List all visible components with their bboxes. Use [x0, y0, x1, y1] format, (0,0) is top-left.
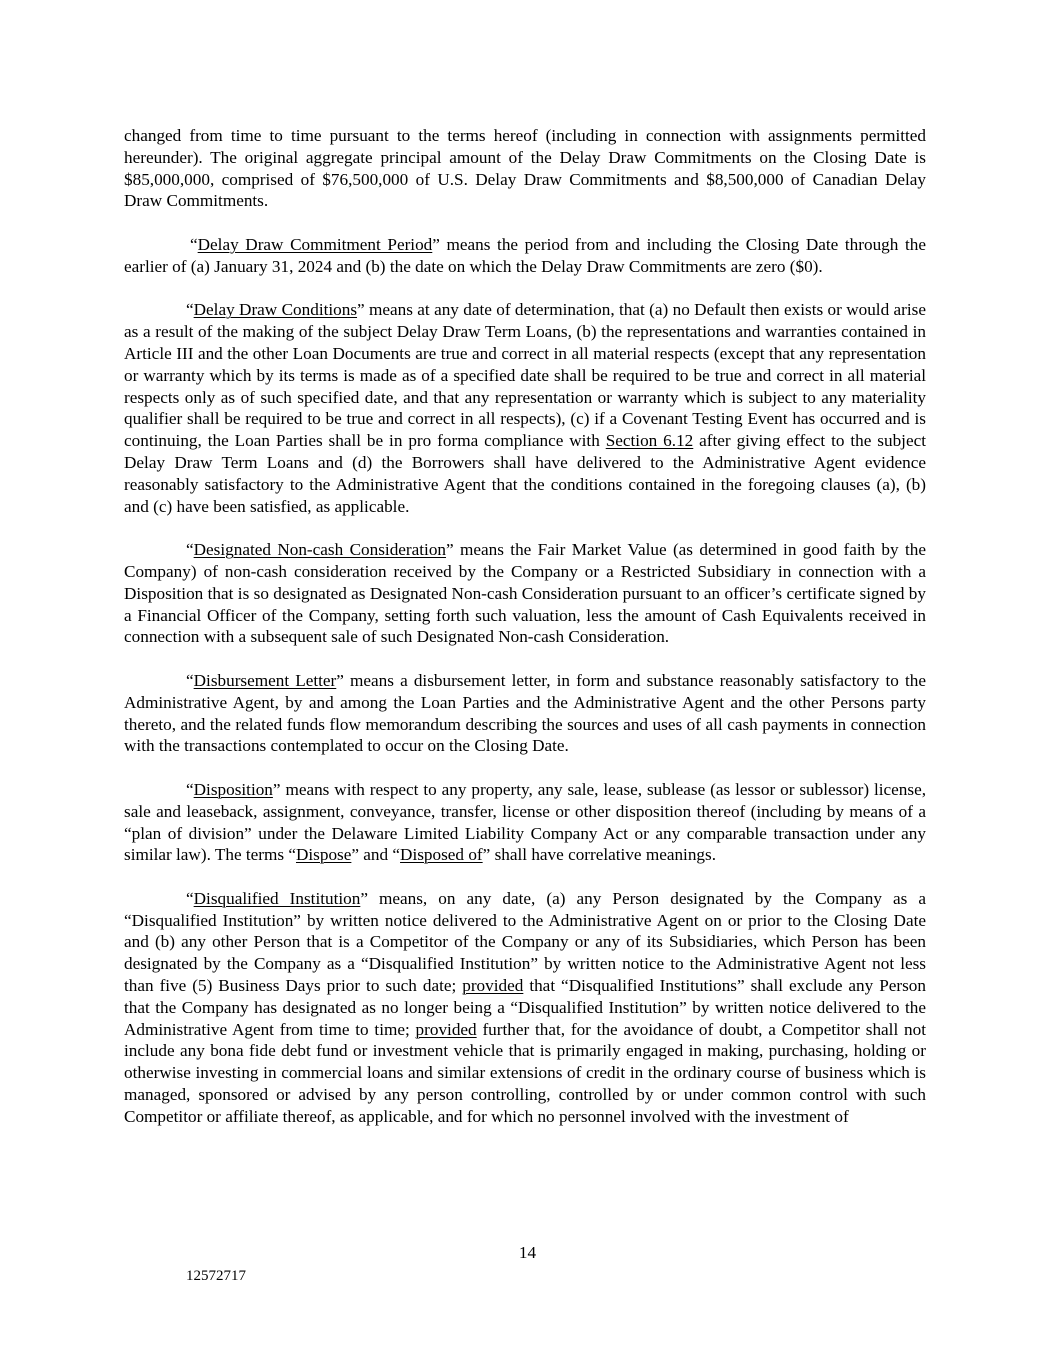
paragraph-text: that “Disqualified Institutions” shall exclude any Person that the Company has designated as no longer being a “Disqualified Institution” by written notice delivered to the Administrative Agent from time to time; [124, 976, 926, 1039]
defined-term: provided [415, 1019, 477, 1039]
paragraph-text: ” means a disbursement letter, in form and substance reasonably satisfactory to the Administrative Agent, by and among the Loan Parties and the Administrative Agent and the other Persons party thereto, and the related funds flow memorandum describing the sources and uses of all cash payments in connection with the transactions contemplated to occur on the Closing Date. [124, 670, 926, 756]
paragraph-text: “ [186, 540, 194, 560]
definition-paragraph-designated-non-cash-consideration [124, 539, 926, 648]
paragraph-text: ” shall have correlative meanings. [482, 845, 717, 865]
paragraph-text: “ [186, 300, 194, 320]
defined-term: Disbursement Letter [193, 670, 337, 690]
definition-paragraph-delay-draw-conditions [124, 299, 926, 517]
page-number: 14 [518, 1243, 537, 1262]
paragraph-text: ” means the Fair Market Value (as determined in good faith by the Company) of non-cash consideration received by the Company or a Restricted Subsidiary in connection with a Disposition that is so designated as Designated Non-cash Consideration pursuant to an officer’s certificate signed by a Financial Officer of the Company, setting forth such valuation, less the amount of Cash Equivalents received in connection with a subsequent sale of such Designated Non-cash Consideration. [124, 540, 926, 647]
paragraph-text: changed from time to time pursuant to the terms hereof (including in connection with assignments permitted hereunder). The original aggregate principal amount of the Delay Draw Commitments on the Closing Date is $85,000,000, comprised of $76,500,000 of U.S. Delay Draw Commitments and $8,500,000 of Canadian Delay Draw Commitments. [124, 126, 926, 211]
definition-paragraph-disposition [124, 779, 926, 866]
paragraph-text: ” means at any date of determination, that (a) no Default then exists or would arise as a result of the making of the subject Delay Draw Term Loans, (b) the representations and warranties contained in Article III and the other Loan Documents are true and correct in all material respects (except that any representation or warranty which by its terms is made as of a specified date shall be required to be true and correct in all material respects only as of such specified date, and that any representation or warranty which is subject to any materiality qualifier shall be required to be true and correct in all respects), (c) if a Covenant Testing Event has occurred and is continuing, the Loan Parties shall be in pro forma compliance with [124, 300, 926, 451]
paragraph-text: further that, for the avoidance of doubt, a Competitor shall not include any bona fide debt fund or investment vehicle that is primarily engaged in making, purchasing, holding or otherwise investing in commercial loans and similar extensions of credit in the ordinary course of business which is managed, sponsored or advised by any person controlling, controlled by or under common control with such Competitor or affiliate thereof, as applicable, and for which no personnel involved with the investment of [124, 1019, 926, 1126]
paragraph-text: “ [186, 779, 194, 799]
paragraph-text: “ [186, 888, 194, 908]
definition-paragraph-disbursement-letter [124, 670, 926, 757]
paragraph-text: ” and “ [351, 845, 401, 865]
defined-term: Disqualified Institution [193, 888, 361, 908]
defined-term: Section 6.12 [605, 431, 694, 451]
paragraph-text: “ [190, 234, 198, 254]
defined-term: Disposition [193, 779, 273, 799]
defined-term: Dispose [295, 845, 352, 865]
defined-term: provided [462, 976, 524, 996]
document-body [124, 125, 926, 1149]
defined-term: Delay Draw Conditions [193, 300, 358, 320]
defined-term: Designated Non-cash Consideration [193, 540, 447, 560]
paragraph-text: ” means, on any date, (a) any Person designated by the Company as a “Disqualified Institution” by written notice delivered to the Administrative Agent on or prior to the Closing Date and (b) any other Person that is a Competitor of the Company or any of its Subsidiaries, which Person has been designated by the Company as a “Disqualified Institution” by written notice to the Administrative Agent not less than five (5) Business Days prior to such date; [124, 888, 926, 996]
definition-paragraph-disqualified-institution [124, 888, 926, 1128]
defined-term: Disposed of [400, 845, 483, 865]
defined-term: Delay Draw Commitment Period [197, 234, 433, 254]
definition-paragraph-delay-draw-commitment-period [124, 234, 926, 278]
definition-paragraph-delay-draw-commitments-cont [124, 125, 926, 212]
document-id: 12572717 [186, 1268, 246, 1284]
paragraph-text: “ [186, 670, 194, 690]
paragraph-text: ” means the period from and including the Closing Date through the earlier of (a) January 31, 2024 and (b) the date on which the Delay Draw Commitments are zero ($0). [124, 234, 926, 276]
paragraph-text: ” means with respect to any property, any sale, lease, sublease (as lessor or sublessor) license, sale and leaseback, assignment, conveyance, transfer, license or other disposition thereof (including by means of a “plan of division” under the Delaware Limited Liability Company Act or any comparable transaction under any similar law). The terms “ [124, 779, 926, 865]
paragraph-text: after giving effect to the subject Delay Draw Term Loans and (d) the Borrowers shall have delivered to the Administrative Agent evidence reasonably satisfactory to the Administrative Agent that the conditions contained in the foregoing clauses (a), (b) and (c) have been satisfied, as applicable. [124, 431, 926, 516]
